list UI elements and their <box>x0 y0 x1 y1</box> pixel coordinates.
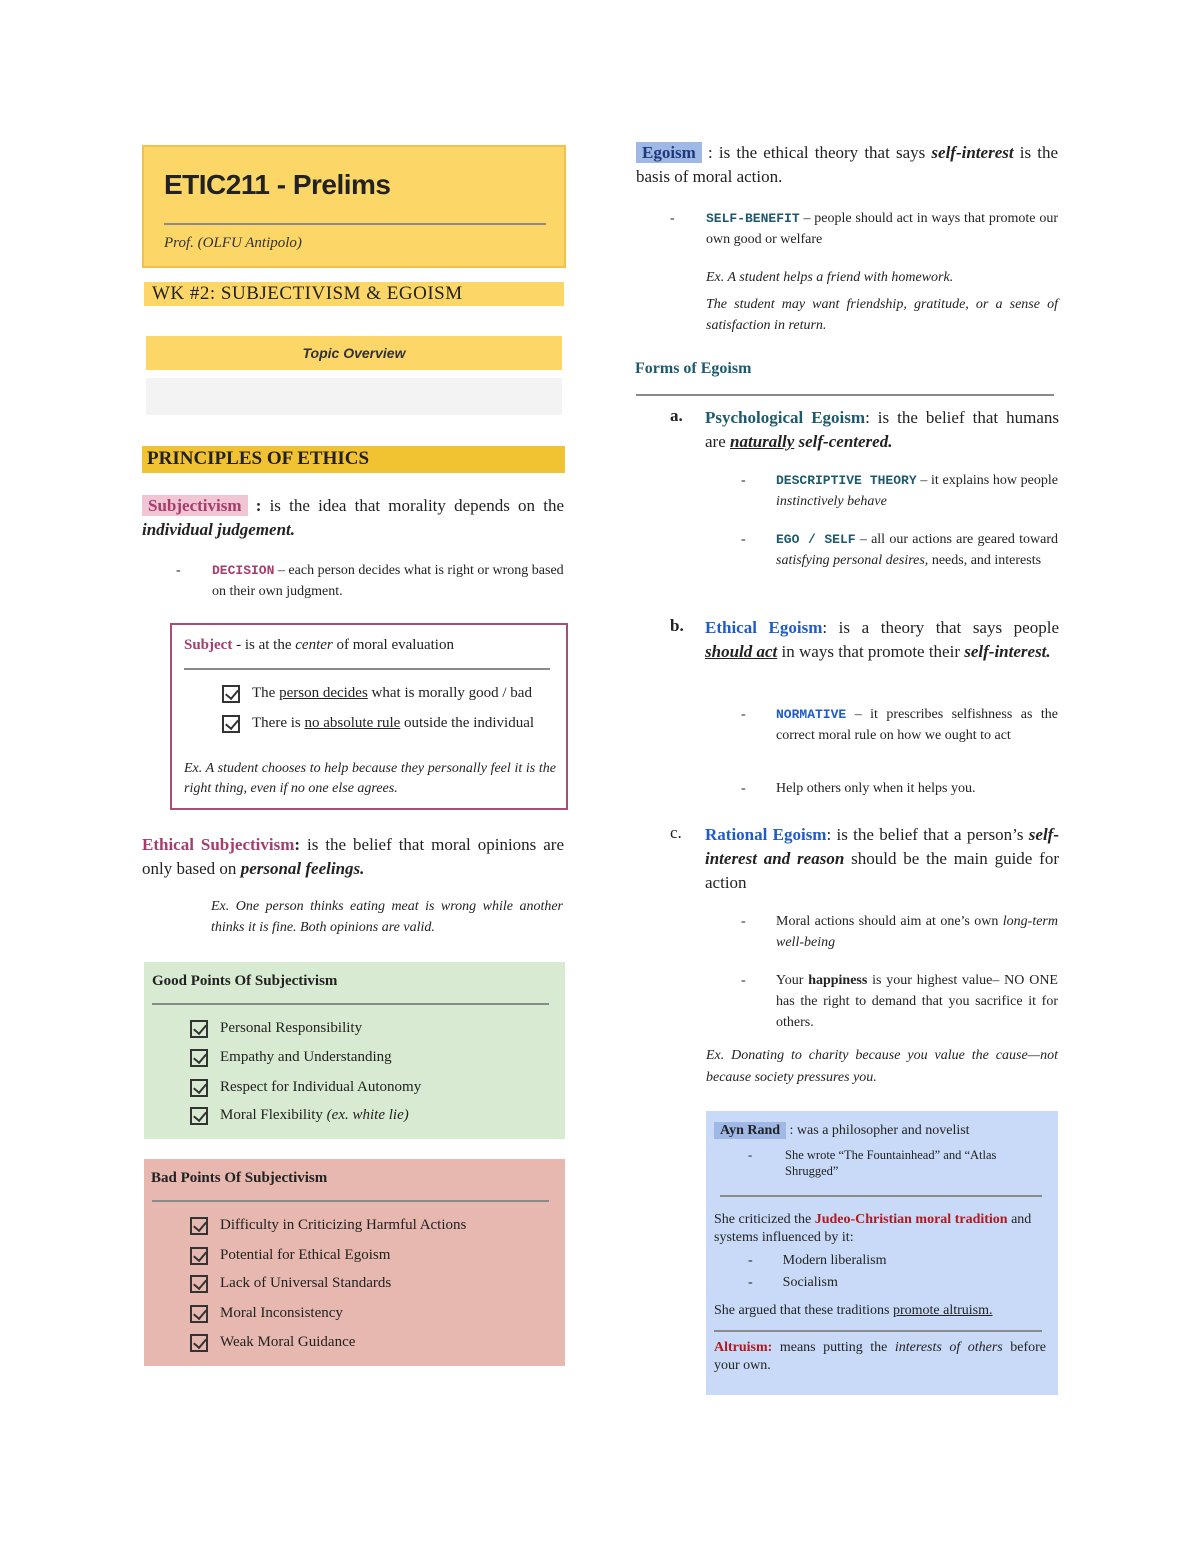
professor-label: Prof. (OLFU Antipolo) <box>164 235 302 251</box>
checkbox-checked-icon <box>190 1217 208 1235</box>
principles-heading <box>142 446 565 473</box>
self-benefit-term: SELF-BENEFIT <box>706 211 800 226</box>
checkbox-checked-icon <box>222 715 240 733</box>
subject-check-1: The person decides what is morally good / bad <box>222 678 532 708</box>
good-points-title: Good Points Of Subjectivism <box>152 973 338 989</box>
good-points-box <box>144 962 565 1139</box>
bad-point-item: Lack of Universal Standards <box>190 1268 391 1298</box>
checkbox-checked-icon <box>190 1107 208 1125</box>
ethical-subjectivism-example: Ex. One person thinks eating meat is wrong while another thinks it is fine. Both opinions are valid. <box>211 899 563 935</box>
checkbox-checked-icon <box>190 1049 208 1067</box>
ethical-subjectivism-term: Ethical Subjectivism <box>142 835 295 854</box>
checkbox-checked-icon <box>190 1247 208 1265</box>
bad-point-item: Difficulty in Criticizing Harmful Actions <box>190 1210 466 1240</box>
subjectivism-term: Subjectivism <box>142 495 248 516</box>
page-title: ETIC211 - Prelims <box>164 169 391 200</box>
form-c-label: c. <box>670 823 682 842</box>
bad-points-box <box>144 1159 565 1366</box>
bad-points-title: Bad Points Of Subjectivism <box>151 1170 328 1186</box>
subject-example: Ex. A student chooses to help because they personally feel it is the right thing, even if no one else agrees. <box>184 761 556 796</box>
ayn-rand-divider-2 <box>714 1330 1042 1332</box>
rational-egoism-definition: Rational Egoism: is the belief that a person’s self-interest and reason should be the main guide for action <box>705 825 1059 892</box>
help-others-bullet: - Help others only when it helps you. <box>741 781 976 796</box>
happiness-bullet: - Your happiness is your highest value– NO ONE has the right to demand that you sacrifice it for others. <box>741 973 1058 1030</box>
subjectivism-definition: Subjectivism : is the idea that morality depends on the individual judgement. <box>142 496 564 539</box>
week-heading-text: WK #2: SUBJECTIVISM & EGOISM <box>152 283 463 304</box>
good-point-item: Respect for Individual Autonomy <box>190 1072 421 1102</box>
form-a-label: a. <box>670 406 683 425</box>
good-point-item: Personal Responsibility <box>190 1013 362 1043</box>
bad-point-item: Moral Inconsistency <box>190 1298 343 1328</box>
system-item: - Socialism <box>748 1275 838 1290</box>
checkbox-checked-icon <box>190 1334 208 1352</box>
checkbox-checked-icon <box>190 1079 208 1097</box>
ethical-subjectivism-definition: Ethical Subjectivism: is the belief that moral opinions are only based on personal feelings. <box>142 835 565 878</box>
ayn-rand-term: Ayn Rand <box>714 1122 786 1139</box>
normative-bullet: - NORMATIVE – it prescribes selfishness as the correct moral rule on how we ought to act <box>741 707 1058 743</box>
bad-points-divider <box>152 1200 549 1202</box>
ethical-egoism-term: Ethical Egoism <box>705 618 823 637</box>
form-b-label: b. <box>670 616 684 635</box>
rational-egoism-term: Rational Egoism <box>705 825 827 844</box>
ayn-rand-criticism: She criticized the Judeo-Christian moral tradition and systems influenced by it: <box>714 1212 1032 1245</box>
bad-point-item: Potential for Ethical Egoism <box>190 1240 390 1270</box>
self-benefit-bullet: - SELF-BENEFIT – people should act in ways that promote our own good or welfare <box>670 211 1058 247</box>
ayn-rand-divider-1 <box>720 1195 1042 1197</box>
ego-self-bullet: - EGO / SELF – all our actions are geared toward satisfying personal desires, needs, and interests <box>741 532 1058 568</box>
ayn-rand-argued: She argued that these traditions promote altruism. <box>714 1303 993 1318</box>
title-divider <box>164 223 546 225</box>
egoism-definition: Egoism : is the ethical theory that says self-interest is the basis of moral action. <box>636 143 1058 186</box>
decision-bullet: - DECISION – each person decides what is right or wrong based on their own judgment. <box>176 563 564 599</box>
egoism-example-1: Ex. A student helps a friend with homework. <box>706 270 954 285</box>
descriptive-theory-bullet: - DESCRIPTIVE THEORY – it explains how people instinctively behave <box>741 473 1058 509</box>
forms-heading: Forms of Egoism <box>635 360 752 377</box>
bad-point-item: Weak Moral Guidance <box>190 1327 355 1357</box>
principles-heading-text: PRINCIPLES OF ETHICS <box>147 448 370 469</box>
subject-line: Subject - is at the center of moral evaluation <box>184 637 454 653</box>
psychological-egoism-term: Psychological Egoism <box>705 408 866 427</box>
psychological-egoism-definition: Psychological Egoism: is the belief that humans are naturally self-centered. <box>705 408 1059 451</box>
ego-self-term: EGO / SELF <box>776 532 856 547</box>
topic-overview-header <box>146 336 562 370</box>
decision-term: DECISION <box>212 563 275 578</box>
title-box <box>142 145 566 268</box>
subject-term: Subject <box>184 637 233 653</box>
descriptive-theory-term: DESCRIPTIVE THEORY <box>776 473 917 488</box>
checkbox-checked-icon <box>190 1305 208 1323</box>
ayn-rand-box <box>706 1111 1058 1395</box>
checkbox-checked-icon <box>190 1275 208 1293</box>
altruism-definition: Altruism: means putting the interests of others before your own. <box>714 1340 1046 1373</box>
subject-check-2: There is no absolute rule outside the individual <box>222 708 534 738</box>
subject-divider <box>184 668 550 670</box>
good-point-item: Empathy and Understanding <box>190 1042 392 1072</box>
topic-overview-body <box>146 378 562 415</box>
ayn-rand-books: - She wrote “The Fountainhead” and “Atlas Shrugged” <box>748 1148 997 1178</box>
checkbox-checked-icon <box>222 685 240 703</box>
altruism-term: Altruism: <box>714 1340 773 1355</box>
forms-divider <box>636 394 1054 396</box>
system-item: - Modern liberalism <box>748 1253 887 1268</box>
week-heading <box>144 282 564 306</box>
subject-box <box>170 623 568 810</box>
moral-actions-bullet: - Moral actions should aim at one’s own long-term well-being <box>741 914 1058 950</box>
ethical-egoism-definition: Ethical Egoism: is a theory that says people should act in ways that promote their self-interest. <box>705 618 1059 661</box>
ayn-rand-definition: Ayn Rand : was a philosopher and novelist <box>714 1123 970 1139</box>
topic-overview-label: Topic Overview <box>302 345 406 361</box>
egoism-term: Egoism <box>636 142 702 163</box>
egoism-example-2: The student may want friendship, gratitude, or a sense of satisfaction in return. <box>706 297 1058 333</box>
good-point-item: Moral Flexibility (ex. white lie) <box>190 1100 409 1130</box>
rational-egoism-example: Ex. Donating to charity because you value the cause—not because society pressures you. <box>706 1048 1058 1085</box>
checkbox-checked-icon <box>190 1020 208 1038</box>
normative-term: NORMATIVE <box>776 707 847 722</box>
good-points-divider <box>152 1003 549 1005</box>
